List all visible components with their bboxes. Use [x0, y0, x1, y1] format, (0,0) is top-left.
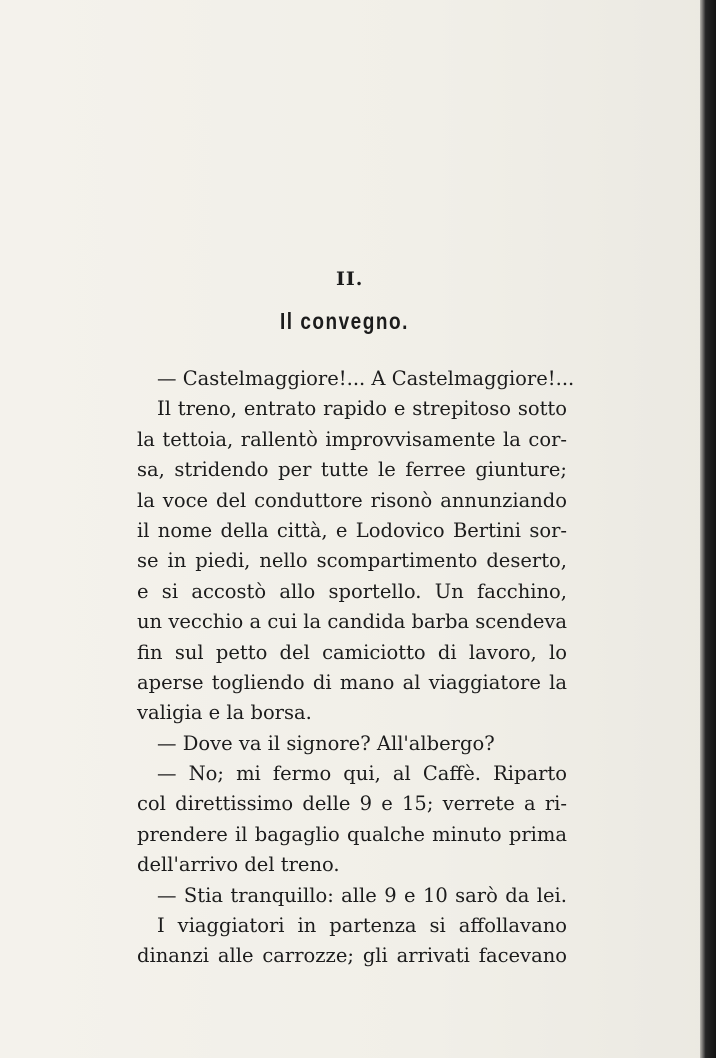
chapter-title: Il convegno.	[280, 310, 409, 336]
chapter-number: II.	[336, 268, 364, 290]
text-line: — Castelmaggiore!... A Castelmaggiore!...	[157, 367, 575, 390]
text-line: se in piedi, nello scompartimento deserto,	[137, 549, 567, 573]
text-line: la voce del conduttore risonò annunziando	[137, 488, 567, 512]
text-line: col direttissimo delle 9 e 15; verrete a ri-	[137, 792, 567, 816]
chapter-body-text	[137, 364, 575, 972]
text-line: valigia e la borsa.	[137, 701, 312, 725]
text-line: — Dove va il signore? All'albergo?	[157, 731, 495, 755]
text-line: aperse togliendo di mano al viaggiatore la	[137, 670, 567, 694]
text-line: fin sul petto del camiciotto di lavoro, lo	[137, 640, 567, 664]
text-line: e si accostò allo sportello. Un facchino,	[137, 579, 567, 603]
text-line: dell'arrivo del treno.	[137, 853, 340, 877]
text-line: I viaggiatori in partenza si affollavano	[157, 914, 567, 938]
text-line: il nome della città, e Lodovico Bertini sor-	[137, 518, 567, 542]
text-line: dinanzi alle carrozze; gli arrivati facevano	[137, 944, 567, 968]
text-line: — Stia tranquillo: alle 9 e 10 sarò da lei.	[157, 883, 567, 907]
text-line: la tettoia, rallentò improvvisamente la cor-	[137, 427, 567, 451]
text-line: sa, stridendo per tutte le ferree giunture;	[137, 458, 567, 482]
text-line: Il treno, entrato rapido e strepitoso sotto	[157, 397, 567, 421]
book-spine-edge	[700, 0, 716, 1058]
text-line: — No; mi fermo qui, al Caffè. Riparto	[157, 762, 567, 786]
text-line: un vecchio a cui la candida barba scendeva	[137, 610, 567, 634]
text-line: prendere il bagaglio qualche minuto prima	[137, 822, 567, 846]
